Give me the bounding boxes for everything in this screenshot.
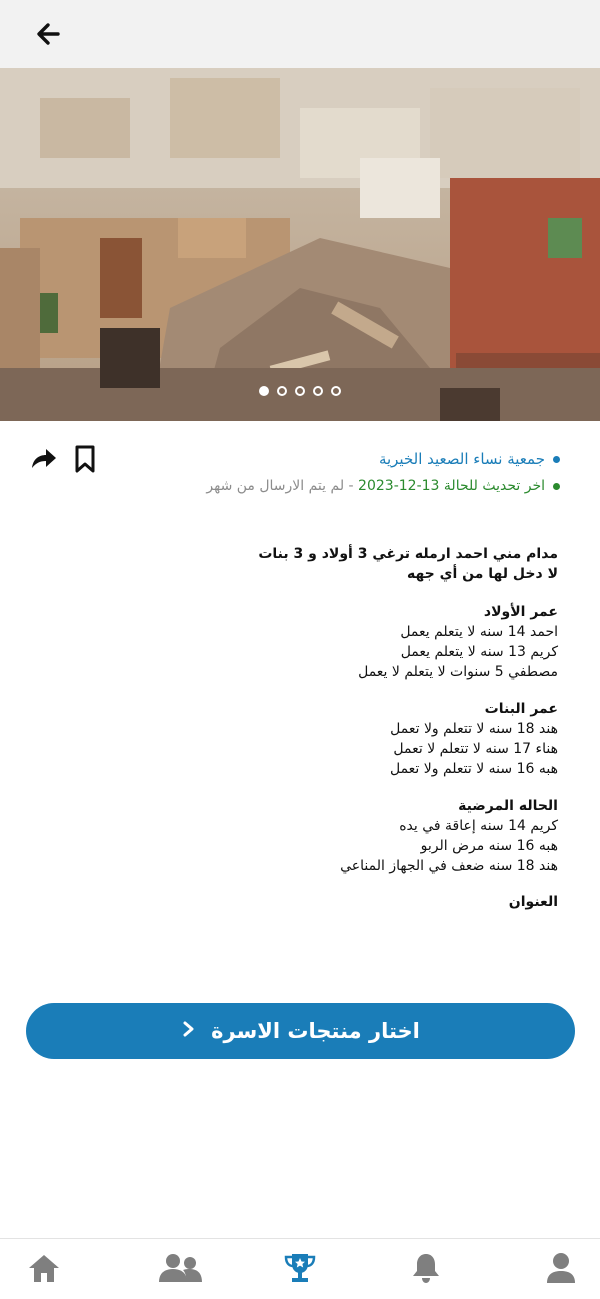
list-item: كريم 14 سنه إعاقة في يده	[399, 818, 558, 834]
nav-awards[interactable]	[280, 1249, 320, 1287]
nav-notifications[interactable]	[406, 1249, 446, 1287]
nav-community[interactable]	[156, 1249, 204, 1287]
chevron-left-icon	[181, 1019, 197, 1044]
bottom-navigation	[0, 1238, 600, 1299]
list-item: هند 18 سنه لا تتعلم ولا تعمل	[390, 721, 558, 737]
list-item: هبه 16 سنه لا تتعلم ولا تعمل	[389, 761, 558, 777]
person-icon	[543, 1251, 579, 1285]
bookmark-button[interactable]	[70, 444, 100, 474]
list-item: كريم 13 سنه لا يتعلم يعمل	[400, 644, 558, 660]
case-actions	[28, 444, 100, 474]
list-item: مصطفي 5 سنوات لا يتعلم لا يعمل	[358, 664, 558, 680]
update-bullet-icon	[553, 483, 560, 490]
bookmark-icon	[70, 444, 100, 474]
address-heading: العنوان	[508, 894, 558, 910]
update-note: - لم يتم الارسال من شهر	[206, 478, 354, 494]
bell-icon	[408, 1251, 444, 1285]
arrow-left-icon	[32, 18, 66, 50]
carousel-dot[interactable]	[295, 386, 305, 396]
cta-label: اختار منتجات الاسرة	[211, 1019, 420, 1043]
list-item: هناء 17 سنه لا تتعلم لا تعمل	[393, 741, 558, 757]
carousel-dot[interactable]	[331, 386, 341, 396]
organization-name[interactable]	[206, 448, 560, 470]
intro-line: لا دخل لها من أي جهه	[406, 566, 558, 582]
carousel-dot[interactable]	[259, 386, 269, 396]
organization-label: جمعية نساء الصعيد الخيرية	[378, 450, 545, 468]
carousel-dot[interactable]	[277, 386, 287, 396]
choose-family-products-button[interactable]	[26, 1003, 575, 1059]
sons-heading: عمر الأولاد	[483, 604, 558, 620]
org-bullet-icon	[553, 456, 560, 463]
home-icon	[26, 1251, 62, 1285]
app-bar	[0, 0, 600, 68]
intro-line: مدام مني احمد ارمله ترغي 3 أولاد و 3 بنات	[258, 546, 558, 562]
case-description	[38, 544, 558, 912]
list-item: هند 18 سنه ضعف في الجهاز المناعي	[340, 858, 558, 874]
update-date: اخر تحديث للحالة 13-12-2023	[358, 478, 545, 494]
back-button[interactable]	[32, 18, 66, 50]
daughters-heading: عمر البنات	[484, 701, 558, 717]
nav-home[interactable]	[24, 1249, 64, 1287]
share-button[interactable]	[28, 444, 58, 474]
group-icon	[156, 1251, 204, 1285]
list-item: احمد 14 سنه لا يتعلم يعمل	[400, 624, 558, 640]
medical-heading: الحاله المرضية	[458, 798, 558, 814]
last-update	[206, 475, 560, 497]
nav-profile[interactable]	[541, 1249, 581, 1287]
carousel-dot[interactable]	[313, 386, 323, 396]
image-carousel[interactable]	[0, 68, 600, 421]
list-item: هبه 16 سنه مرض الربو	[420, 838, 558, 854]
case-meta	[206, 448, 560, 497]
hero-image	[0, 68, 600, 421]
trophy-icon	[282, 1251, 318, 1285]
carousel-indicator	[0, 386, 600, 402]
share-icon	[28, 444, 58, 474]
